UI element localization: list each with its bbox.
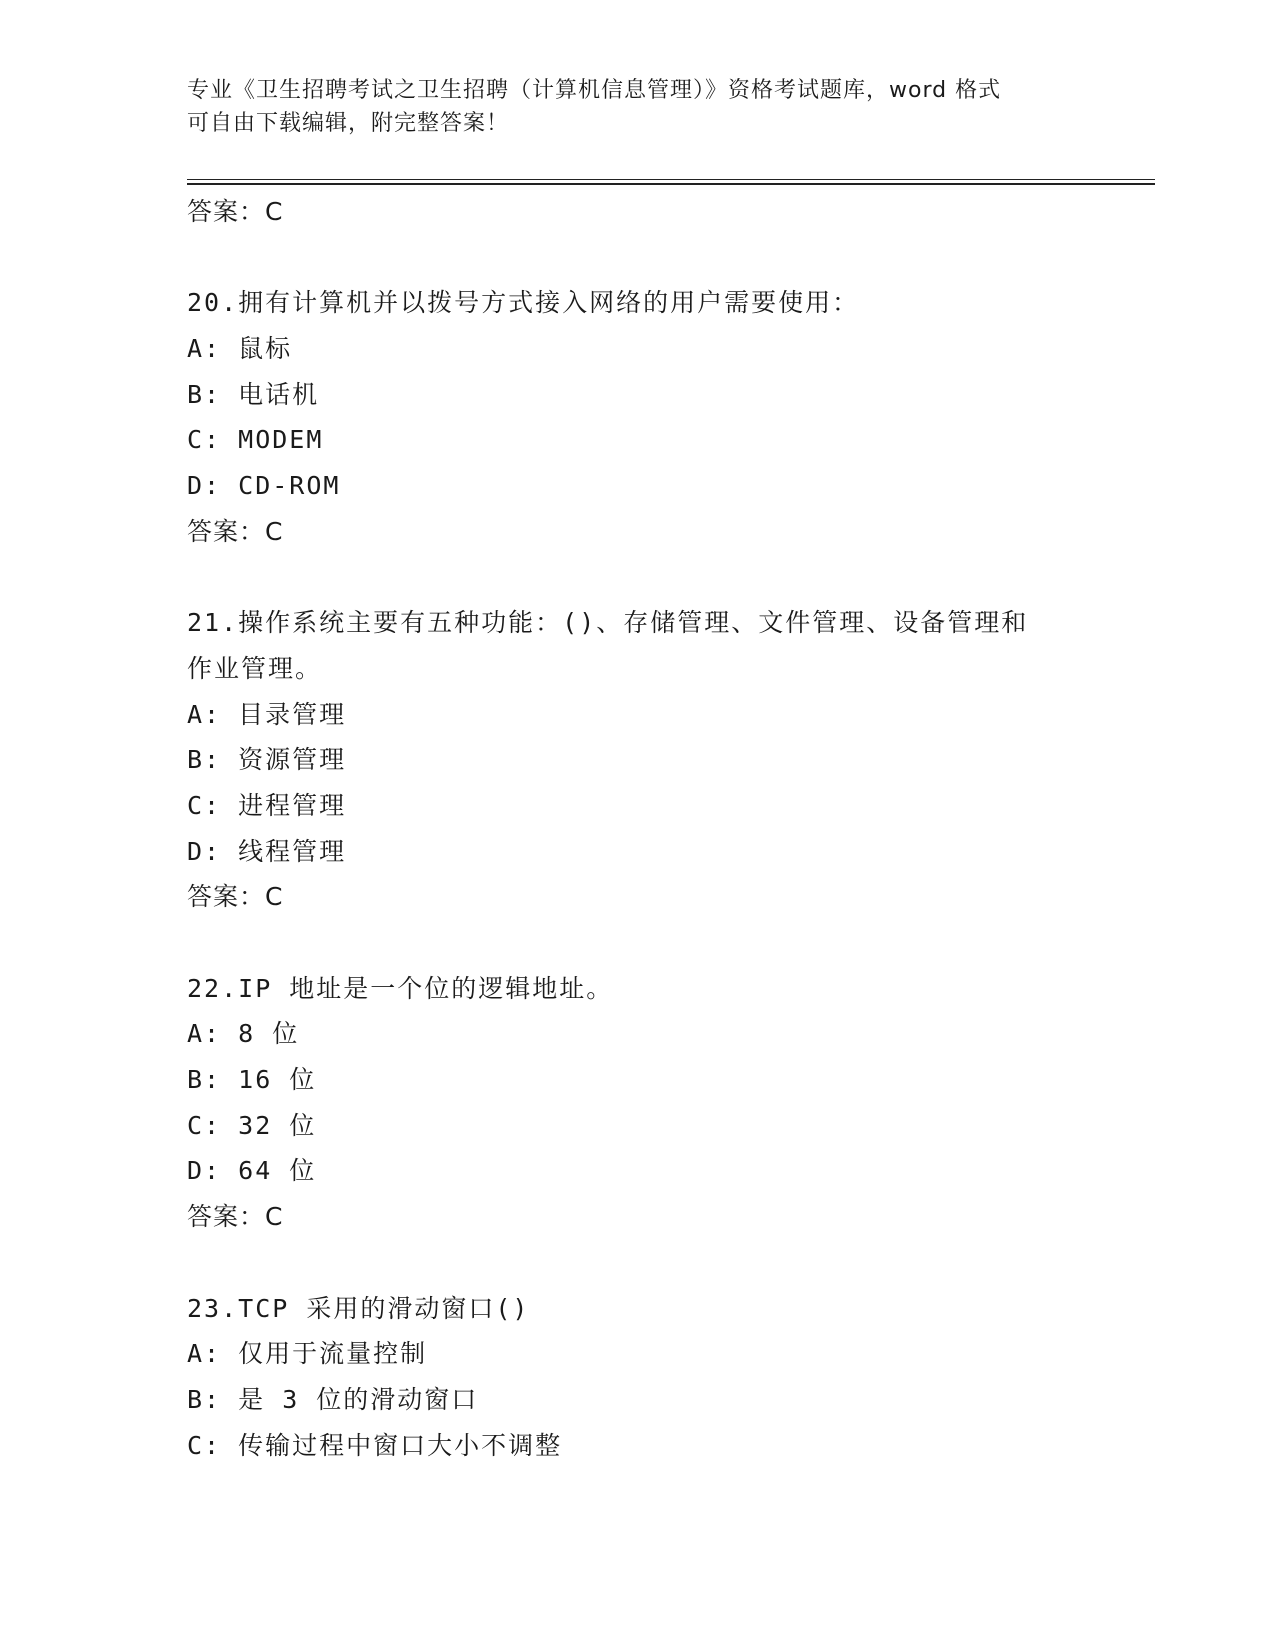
question-stem: 21.操作系统主要有五种功能：()、存储管理、文件管理、设备管理和 xyxy=(187,608,1029,638)
option-d: D: CD-ROM xyxy=(187,471,341,501)
question-22 xyxy=(187,966,1087,1240)
previous-answer: 答案：C xyxy=(187,197,284,226)
option-d: D: 线程管理 xyxy=(187,836,347,866)
option-a: A: 8 位 xyxy=(187,1019,300,1049)
question-21 xyxy=(187,600,1087,920)
question-20 xyxy=(187,280,1087,554)
option-c: C: MODEM xyxy=(187,425,324,455)
option-d: D: 64 位 xyxy=(187,1156,317,1186)
header-line-2: 可自由下载编辑，附完整答案！ xyxy=(187,111,510,136)
answer: 答案：C xyxy=(187,882,284,912)
question-stem: 20.拥有计算机并以拨号方式接入网络的用户需要使用： xyxy=(187,288,860,318)
option-c: C: 32 位 xyxy=(187,1110,317,1140)
question-23 xyxy=(187,1286,1087,1469)
question-list xyxy=(187,189,1087,1468)
question-stem-continued: 作业管理。 xyxy=(187,653,323,683)
option-b: B: 16 位 xyxy=(187,1065,317,1095)
header-line-1: 专业《卫生招聘考试之卫生招聘（计算机信息管理）》资格考试题库，word 格式 xyxy=(187,78,1002,103)
option-a: A: 仅用于流量控制 xyxy=(187,1339,428,1369)
document-header xyxy=(187,74,1067,140)
option-b: B: 资源管理 xyxy=(187,745,347,775)
answer: 答案：C xyxy=(187,1202,284,1232)
option-a: A: 鼠标 xyxy=(187,334,293,364)
header-divider-thin xyxy=(187,179,1155,180)
header-divider-thick xyxy=(187,183,1155,185)
option-c: C: 进程管理 xyxy=(187,790,347,820)
option-a: A: 目录管理 xyxy=(187,699,347,729)
question-stem: 22.IP 地址是一个位的逻辑地址。 xyxy=(187,973,614,1003)
option-c: C: 传输过程中窗口大小不调整 xyxy=(187,1430,563,1460)
question-stem: 23.TCP 采用的滑动窗口() xyxy=(187,1293,530,1323)
option-b: B: 电话机 xyxy=(187,379,320,409)
option-b: B: 是 3 位的滑动窗口 xyxy=(187,1384,479,1414)
answer: 答案：C xyxy=(187,516,284,546)
